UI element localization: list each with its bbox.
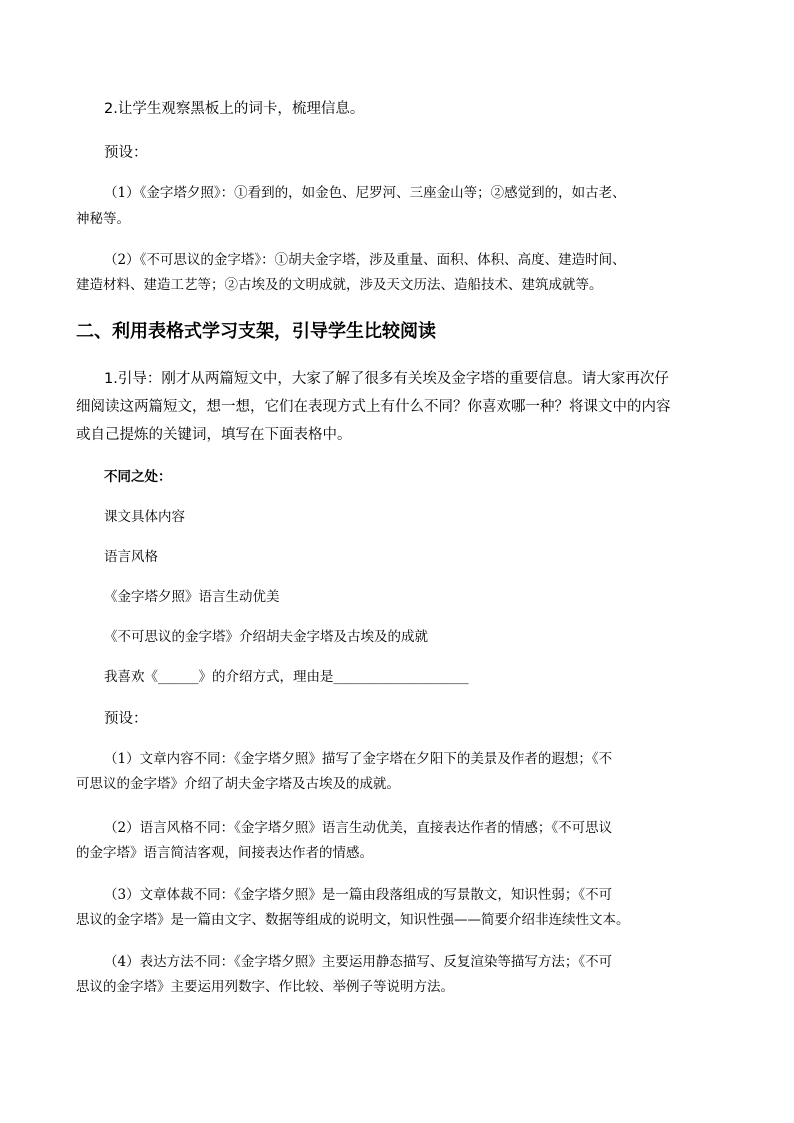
table-label-content: 课文具体内容 <box>104 509 185 525</box>
preset-item-1-line-1: （1）《金字塔夕照》：①看到的，如金色、尼罗河、三座金山等；②感觉到的，如古老、 <box>104 185 626 201</box>
preset-item-2-line-2: 建造材料、建造工艺等；②古埃及的文明成就，涉及天文历法、造船技术、建筑成就等。 <box>76 277 603 293</box>
paragraph-preset-label: 预设： <box>104 145 148 161</box>
answer-2-line-2: 的金字塔》语言简洁客观，间接表达作者的情感。 <box>76 845 373 861</box>
preset-item-2-line-1: （2）《不可思议的金字塔》：①胡夫金字塔，涉及重量、面积、体积、高度、建造时间、 <box>104 252 626 268</box>
answer-3-line-1: （3）文章体裁不同：《金字塔夕照》是一篇由段落组成的写景散文，知识性弱；《不可 <box>104 887 613 903</box>
table-label-language-style: 语言风格 <box>104 549 158 565</box>
answer-1-line-2: 可思议的金字塔》介绍了胡夫金字塔及古埃及的成就。 <box>76 776 400 792</box>
table-label-differences: 不同之处： <box>104 469 172 485</box>
answer-4-line-1: （4）表达方法不同：《金字塔夕照》主要运用静态描写、反复渲染等描写方法；《不可 <box>104 954 613 970</box>
answer-1-line-1: （1）文章内容不同：《金字塔夕照》描写了金字塔在夕阳下的美景及作者的遐想；《不 <box>104 751 613 767</box>
guide-paragraph-line-1: 1.引导：刚才从两篇短文中，大家了解了很多有关埃及金字塔的重要信息。请大家再次仔 <box>104 371 669 387</box>
section-heading: 二、利用表格式学习支架，引导学生比较阅读 <box>76 321 436 342</box>
preference-fill-in: 我喜欢《______》的介绍方式，理由是____________________ <box>104 669 469 685</box>
answer-3-line-2: 思议的金字塔》是一篇由文字、数据等组成的说明文，知识性强——简要介绍非连续性文本。 <box>76 912 630 928</box>
paragraph-step-2: 2.让学生观察黑板上的词卡，梳理信息。 <box>104 101 365 117</box>
preset-item-1-line-2: 神秘等。 <box>76 211 130 227</box>
table-row-incredible-pyramid: 《不可思议的金字塔》介绍胡夫金字塔及古埃及的成就 <box>104 629 428 645</box>
answer-2-line-1: （2）语言风格不同：《金字塔夕照》语言生动优美，直接表达作者的情感；《不可思议 <box>104 820 613 836</box>
answer-4-line-2: 思议的金字塔》主要运用列数字、作比较、举例子等说明方法。 <box>76 979 454 995</box>
guide-paragraph-line-3: 或自己提炼的关键词，填写在下面表格中。 <box>76 427 352 443</box>
guide-paragraph-line-2: 细阅读这两篇短文，想一想，它们在表现方式上有什么不同？你喜欢哪一种？将课文中的内容 <box>76 399 671 415</box>
paragraph-preset-label-2: 预设： <box>104 711 148 727</box>
table-row-pyramid-sunset: 《金字塔夕照》语言生动优美 <box>104 589 280 605</box>
